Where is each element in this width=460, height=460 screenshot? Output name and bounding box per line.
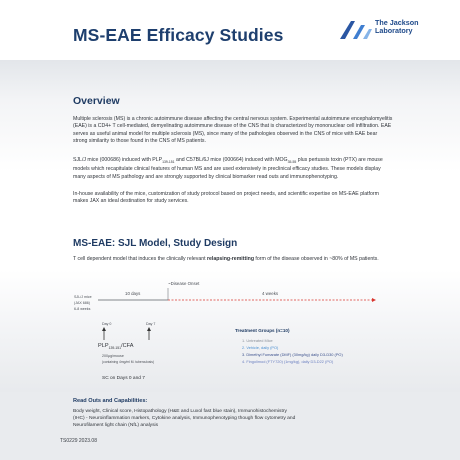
- readouts-line-1: Body weight, Clinical score, Histopathology (H&E and Luxol fast blue stain), Immunohistochemistry: [73, 409, 287, 414]
- jax-logo-mark: [340, 21, 372, 39]
- plp-text: PLP: [98, 343, 109, 349]
- treatment-group-2: 2. Vehicle, daily (PO): [242, 345, 279, 350]
- day0-arrowhead: [102, 327, 106, 331]
- jax-logo-text: [375, 19, 419, 36]
- p2-sub-1: 139-151: [162, 160, 175, 165]
- sc-label: SC on Days 0 and 7: [102, 376, 145, 381]
- sjl-desc-bold: relapsing-remitting: [207, 256, 254, 262]
- day0-label: Day 0: [102, 322, 112, 326]
- readouts-line-3: Neurofilament light chain (NfL) analysis: [73, 423, 159, 428]
- sjl-heading: MS-EAE: SJL Model, Study Design: [73, 238, 238, 249]
- document-code: TS0229 2023.08: [60, 438, 97, 444]
- treatment-group-1: 1. Untreated Mice: [242, 338, 273, 343]
- sjl-desc-b: form of the disease observed in ~80% of MS patients.: [253, 256, 379, 262]
- page-title: MS-EAE Efficacy Studies: [73, 25, 284, 45]
- readouts-line-2: (IHC) - Neuroinflammation markers, Cytokine analysis, Immunophenotyping though flow cytometry and: [73, 416, 296, 421]
- plp-label: [98, 343, 133, 350]
- disease-onset-label: ~Disease Onset: [168, 281, 200, 286]
- logo-line-1: The Jackson: [375, 18, 419, 27]
- overview-paragraph-1: Multiple sclerosis (MS) is a chronic autoimmune disease affecting the central nervous system. Experimental autoimmune encephalomyelitis (EAE) is a CD4+ T cell-mediated, demyelinating autoimmune disease of the CNS that is characterized by mononuclear cell infiltration. EAE serves as useful animal model for multiple sclerosis (MS), since many of the pathologies observed in the CNS of mice with EAE bear strong similarity to those found in the CNS of MS patients.: [73, 116, 393, 145]
- treatment-group-4: 4. Fingolimod (FTY720) (1mg/kg), daily D3-D22 (PO): [242, 359, 334, 364]
- p2-part-c: plus pertussis toxin (PTX) are mouse models which recapitulate clinical features of human MS and are used extensively in preclinical efficacy studies. These models display many aspects of MS pathology and are strongly supported by clinical biomarker read outs and immunophenotyping.: [73, 157, 383, 180]
- four-weeks-label: 4 weeks: [262, 291, 279, 296]
- sjl-desc-a: T cell dependent model that induces the clinically relevant: [73, 256, 207, 262]
- p2-sub-2: 35-55: [287, 160, 297, 165]
- sjl-description: [73, 256, 393, 263]
- plp-suffix: /CFA: [121, 343, 134, 349]
- overview-paragraph-2: [73, 157, 393, 181]
- dose-label: 200μg/mouse: [102, 354, 124, 358]
- overview-heading: Overview: [73, 95, 120, 107]
- readouts-text: [73, 408, 295, 429]
- plp-sub: 139-151: [108, 346, 122, 351]
- treatment-group-3: 3. Dimethyl Fumarate (DMF) (30mg/kg) daily D3-D30 (PO): [242, 352, 343, 357]
- day7-arrowhead: [147, 327, 151, 331]
- treatment-groups-heading: Treatment Groups (n=10): [235, 328, 290, 333]
- treatment-groups-list: [242, 337, 343, 365]
- day7-label: Day 7: [146, 322, 156, 326]
- study-timeline: [0, 270, 460, 350]
- dose-note: (containing 4mg/ml M. tuberculosis): [102, 360, 155, 364]
- readouts-heading: Read Outs and Capabilities:: [73, 398, 148, 404]
- logo-line-2: Laboratory: [375, 26, 413, 36]
- ten-days-label: 10 days: [125, 291, 141, 296]
- p2-part-a: SJL/J mice (000686) induced with PLP: [73, 157, 163, 163]
- mice-line-3: 6-8 weeks: [74, 307, 91, 311]
- mice-line-2: (JAX 686): [74, 301, 90, 305]
- overview-paragraph-3: In-house availability of the mice, customization of study protocol based on project needs, and scientific expertise on MS-EAE platform makes JAX an ideal destination for study services.: [73, 191, 379, 205]
- p2-part-b: and C57BL/6J mice (000664) induced with MOG: [174, 157, 288, 163]
- timeline-arrowhead: [372, 298, 376, 302]
- mice-info: [74, 294, 92, 312]
- mice-line-1: SJL/J mice: [74, 295, 92, 299]
